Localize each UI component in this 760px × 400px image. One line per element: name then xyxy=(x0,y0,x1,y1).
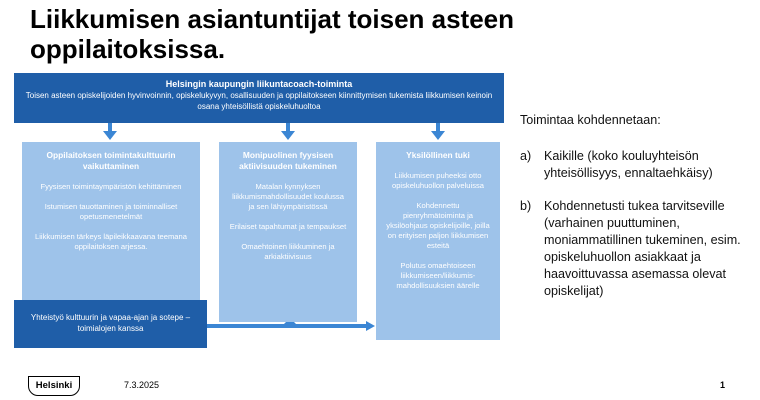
connector-bottom-to-col2-up xyxy=(288,325,292,328)
column-item: Fyysisen toimintaympäristön kehittäminen xyxy=(40,182,182,191)
column-item: Polutus omaehtoiseen liikkumiseen/liikkumis-mahdollisuuksien äärelle xyxy=(396,261,480,290)
helsinki-logo: Helsinki xyxy=(28,376,80,396)
top-box xyxy=(14,73,504,123)
column-item: Liikkumisen tärkeys läpileikkaavana teemana oppilaitoksen arjessa. xyxy=(35,232,187,251)
slide-title: Liikkumisen asiantuntijat toisen asteen oppilaitoksissa. xyxy=(30,4,515,64)
connector-top-to-col2 xyxy=(286,123,290,132)
side-list-item xyxy=(520,198,750,308)
column-item: Kohdennettu pienryhmätoiminta ja yksilöohjaus opiskelijoille, joilla on erityisen paljon liikkumisen esteitä xyxy=(386,201,490,250)
arrow-bottom-to-col3 xyxy=(366,321,375,331)
column-item: Erilaiset tapahtumat ja tempaukset xyxy=(229,222,347,231)
list-text: Kohdennetusti tukea tarvitseville (varhainen puuttuminen, moniammatillinen tukeminen, esim. opiskeluhuollon asiakkaat ja haavoittuvassa asemassa olevat opiskelijat) xyxy=(544,199,741,298)
connector-top-to-col1 xyxy=(108,123,112,132)
column-title: Yksilöllinen tuki xyxy=(406,150,470,160)
column-item: Istumisen tauottaminen ja toiminnalliset opetusmenetelmät xyxy=(44,202,178,221)
top-box-heading: Helsingin kaupungin liikuntacoach-toiminta xyxy=(165,79,353,89)
arrow-top-to-col3 xyxy=(431,131,445,140)
column-item: Liikkumisen puheeksi otto opiskeluhuollon palveluissa xyxy=(391,171,485,190)
bottom-box-text: Yhteistyö kulttuurin ja vapaa-ajan ja sotepe –toimialojen kanssa xyxy=(30,313,191,333)
connector-bottom-horizontal xyxy=(207,324,367,328)
column-physical-activity xyxy=(219,142,357,322)
column-culture xyxy=(22,142,200,300)
top-box-text: Toisen asteen opiskelijoiden hyvinvoinnin, opiskelukyvyn, osallisuuden ja oppilaitokseen kiinnittymisen tukemista liikkumisen keinoin osana yhteisöllistä opiskeluhuoltoa xyxy=(25,91,493,111)
list-text: Kaikille (koko kouluyhteisön yhteisöllisyys, ennaltaehkäisy) xyxy=(544,149,713,180)
column-item: Omaehtoinen liikkuminen ja arkiaktiivisuus xyxy=(241,242,335,261)
side-list-item xyxy=(520,148,750,188)
list-marker: b) xyxy=(520,199,532,213)
column-title: Monipuolinen fyysisen aktiivisuuden tukeminen xyxy=(239,150,337,171)
column-individual-support xyxy=(376,142,500,340)
arrow-top-to-col1 xyxy=(103,131,117,140)
footer-date: 7.3.2025 xyxy=(124,380,160,390)
side-lead: Toimintaa kohdennetaan: xyxy=(520,113,661,127)
bottom-box xyxy=(14,300,207,348)
column-item: Matalan kynnyksen liikkumismahdollisuudet koulussa ja sen lähiympäristössä xyxy=(232,182,344,211)
page-number: 1 xyxy=(720,380,726,390)
connector-top-to-col3 xyxy=(436,123,440,132)
arrow-top-to-col2 xyxy=(281,131,295,140)
list-marker: a) xyxy=(520,149,532,163)
column-title: Oppilaitoksen toimintakulttuurin vaikuttaminen xyxy=(46,150,176,171)
